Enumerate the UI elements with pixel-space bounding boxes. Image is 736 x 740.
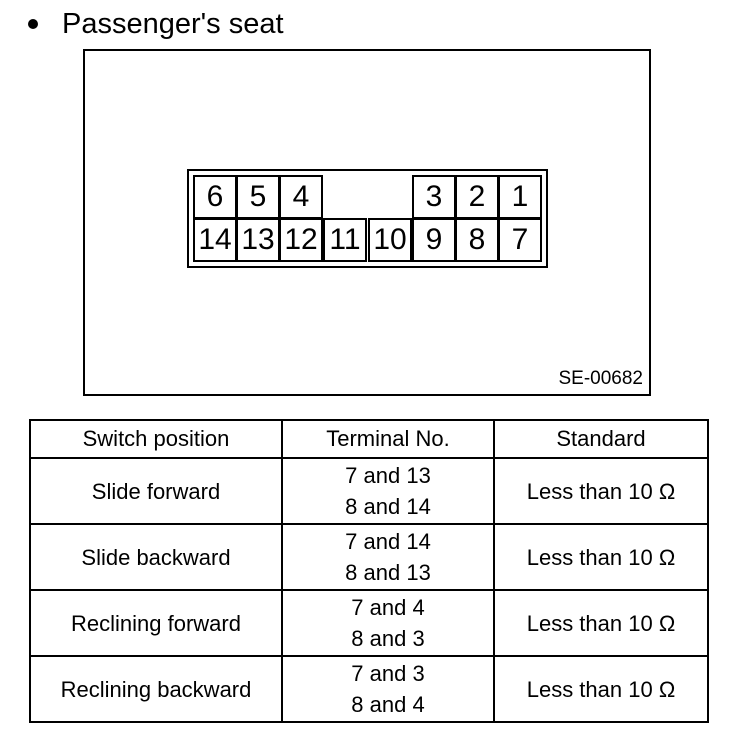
- standard-cell: Less than 10 Ω: [494, 458, 708, 524]
- terminal-pair: 8 and 14: [345, 494, 431, 519]
- terminal-cell: 8: [455, 218, 499, 262]
- terminal-cell: 9: [412, 218, 456, 262]
- table-row: [30, 458, 708, 524]
- terminal-cell: 3: [412, 175, 456, 219]
- section-heading: [28, 4, 284, 44]
- terminal-pair: 7 and 14: [345, 529, 431, 554]
- connector-figure: [83, 49, 651, 396]
- switch-spec-table: [29, 419, 709, 723]
- terminal-cell: 5: [236, 175, 280, 219]
- connector-terminal-grid: [193, 175, 542, 262]
- terminal-cell: 6: [193, 175, 237, 219]
- standard-cell: Less than 10 Ω: [494, 524, 708, 590]
- terminal-pair: 7 and 3: [351, 661, 425, 686]
- terminal-pair: 8 and 13: [345, 560, 431, 585]
- figure-code: SE-00682: [558, 368, 643, 389]
- connector-diagram: [187, 169, 548, 268]
- terminal-cell: 7: [498, 218, 542, 262]
- table-row: [30, 524, 708, 590]
- terminal-cell-group: [282, 590, 494, 656]
- switch-position-cell: Reclining forward: [30, 590, 282, 656]
- terminal-cell: 12: [279, 218, 323, 262]
- table-row: [30, 656, 708, 722]
- switch-position-cell: Slide backward: [30, 524, 282, 590]
- column-header-terminal-no: Terminal No.: [282, 420, 494, 458]
- terminal-cell: 1: [498, 175, 542, 219]
- terminal-cell-group: [282, 458, 494, 524]
- terminal-cell: 2: [455, 175, 499, 219]
- standard-cell: Less than 10 Ω: [494, 590, 708, 656]
- section-title: Passenger's seat: [62, 7, 284, 40]
- table-header-row: [30, 420, 708, 458]
- switch-position-cell: Reclining backward: [30, 656, 282, 722]
- terminal-pair: 7 and 13: [345, 463, 431, 488]
- table-row: [30, 590, 708, 656]
- column-header-switch-position: Switch position: [30, 420, 282, 458]
- terminal-pair: 8 and 4: [351, 692, 425, 717]
- terminal-pair: 8 and 3: [351, 626, 425, 651]
- terminal-pair: 7 and 4: [351, 595, 425, 620]
- terminal-cell: 10: [368, 218, 412, 262]
- terminal-cell-group: [282, 656, 494, 722]
- terminal-cell: 4: [279, 175, 323, 219]
- standard-cell: Less than 10 Ω: [494, 656, 708, 722]
- switch-position-cell: Slide forward: [30, 458, 282, 524]
- terminal-cell: 14: [193, 218, 237, 262]
- column-header-standard: Standard: [494, 420, 708, 458]
- terminal-cell: 13: [236, 218, 280, 262]
- bullet-icon: [28, 19, 38, 29]
- terminal-cell-group: [282, 524, 494, 590]
- terminal-cell: 11: [323, 218, 367, 262]
